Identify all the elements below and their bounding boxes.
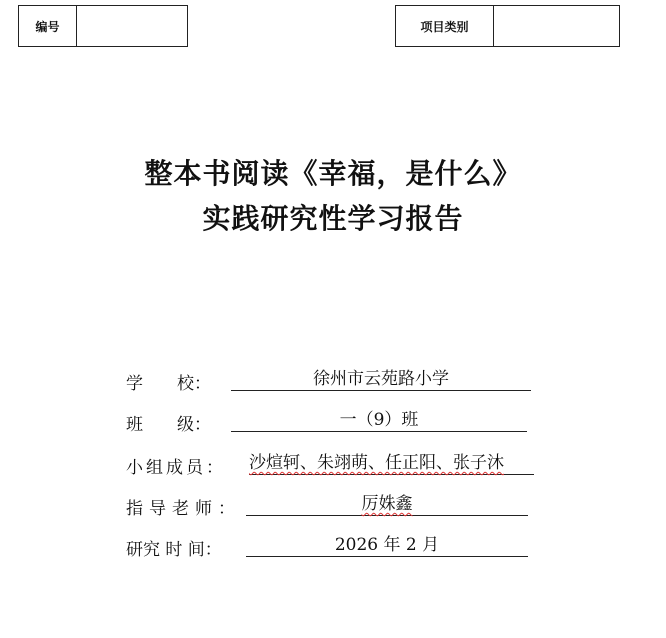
number-field[interactable] bbox=[77, 6, 187, 46]
class-row bbox=[126, 405, 419, 435]
class-field[interactable] bbox=[231, 409, 527, 432]
school-value: 徐州市云苑路小学 bbox=[313, 369, 449, 389]
time-label: 研究 时 间： bbox=[126, 540, 222, 560]
category-field[interactable] bbox=[494, 6, 619, 46]
members-row bbox=[126, 448, 504, 478]
time-field[interactable] bbox=[246, 534, 528, 557]
class-value: 一（9）班 bbox=[339, 410, 419, 430]
members-label: 小组成员： bbox=[126, 458, 226, 478]
time-row bbox=[126, 530, 440, 560]
school-label: 学 校： bbox=[126, 374, 211, 394]
school-row bbox=[126, 364, 449, 394]
members-field[interactable] bbox=[249, 452, 534, 475]
teacher-field[interactable] bbox=[246, 493, 528, 516]
category-box bbox=[395, 5, 620, 47]
number-label: 编号 bbox=[19, 6, 77, 46]
report-title-line-1: 整本书阅读《幸福，是什么》 bbox=[144, 157, 522, 190]
teacher-row bbox=[126, 489, 413, 519]
teacher-value: 厉姝鑫 bbox=[361, 494, 413, 514]
time-value: 2026 年 2 月 bbox=[334, 535, 440, 555]
school-field[interactable] bbox=[231, 368, 531, 391]
number-box bbox=[18, 5, 188, 47]
members-value: 沙煊轲、朱翊萌、任正阳、张子沐 bbox=[249, 453, 504, 473]
class-label: 班 级： bbox=[126, 415, 211, 435]
report-title-line-2: 实践研究性学习报告 bbox=[202, 202, 464, 235]
teacher-label: 指导老师： bbox=[126, 499, 241, 519]
category-label: 项目类别 bbox=[396, 6, 494, 46]
